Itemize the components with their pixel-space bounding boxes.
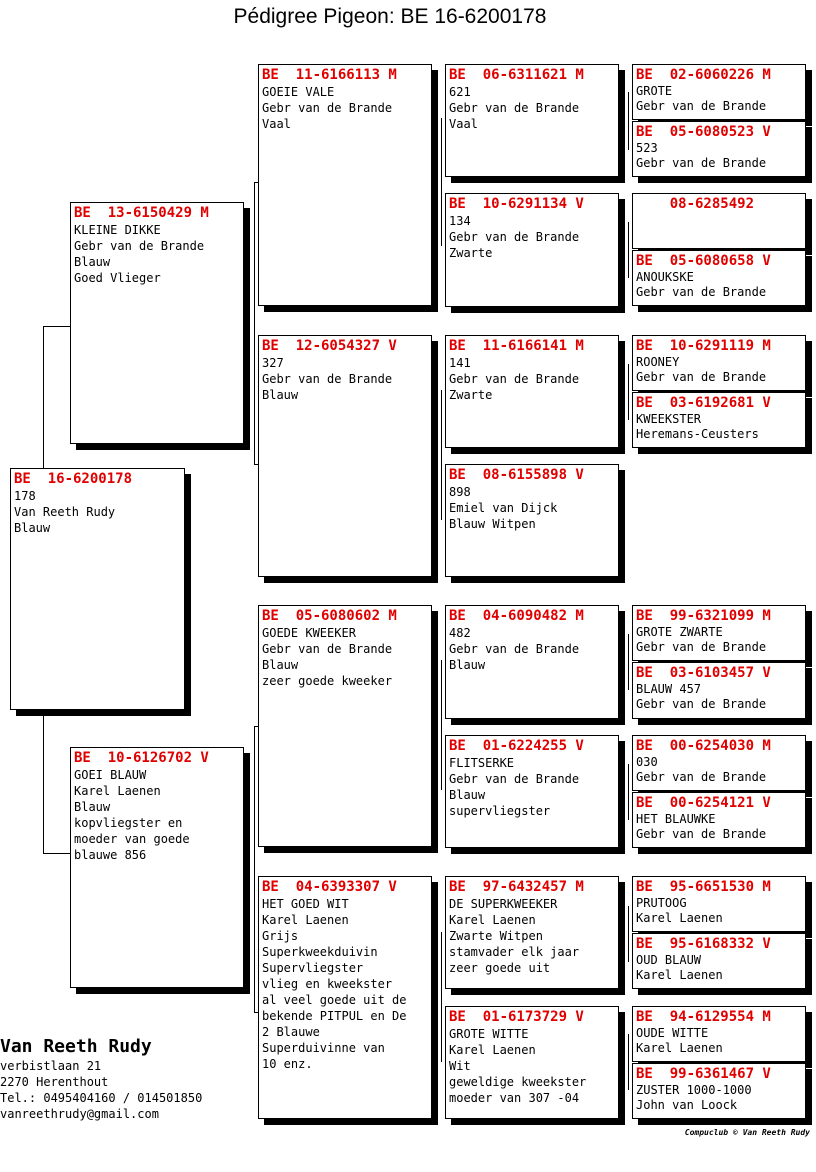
pigeon-card-great-great-grandparent[interactable] xyxy=(632,662,806,719)
pigeon-info-line: GROTE xyxy=(636,84,673,98)
ring-number: BE 99-6321099 M xyxy=(636,608,771,624)
connector-line xyxy=(628,364,629,420)
pigeon-info-line: Blauw xyxy=(262,388,299,402)
pigeon-info-line: Goed Vlieger xyxy=(74,271,161,285)
pigeon-card-great-great-grandparent[interactable] xyxy=(632,121,806,177)
pigeon-info-line: KWEEKSTER xyxy=(636,412,702,426)
pigeon-card-great-great-grandparent[interactable] xyxy=(632,1006,806,1062)
pigeon-info-line: 523 xyxy=(636,141,658,155)
ring-number: BE 11-6166141 M xyxy=(449,338,584,354)
connector-line xyxy=(43,853,70,854)
ring-number: BE 08-6155898 V xyxy=(449,467,584,483)
owner-address: verbistlaan 21 xyxy=(0,1059,102,1073)
ring-number: BE 00-6254030 M xyxy=(636,738,771,754)
ring-number: BE 94-6129554 M xyxy=(636,1009,771,1025)
pigeon-info-line: Gebr van de Brande xyxy=(636,640,767,654)
ring-number: BE 03-6103457 V xyxy=(636,665,771,681)
ring-number: BE 03-6192681 V xyxy=(636,395,771,411)
pigeon-info-line: Gebr van de Brande xyxy=(74,239,205,253)
pigeon-card-great-grandparent[interactable] xyxy=(445,193,619,307)
pigeon-info-line: HET GOED WIT xyxy=(262,897,349,911)
pigeon-info-line: Blauw xyxy=(449,658,486,672)
pigeon-info-line: Vaal xyxy=(262,117,291,131)
pigeon-card-great-great-grandparent[interactable] xyxy=(632,876,806,932)
owner-block xyxy=(0,1036,202,1122)
pigeon-info-line: OUDE WITTE xyxy=(636,1026,709,1040)
connector-line xyxy=(628,1034,629,1090)
ring-number: BE 04-6393307 V xyxy=(262,879,397,895)
ring-number: BE 12-6054327 V xyxy=(262,338,397,354)
pigeon-info-line: BLAUW 457 xyxy=(636,682,702,696)
pigeon-info-line: Gebr van de Brande xyxy=(262,642,393,656)
pigeon-info-line: Blauw xyxy=(74,255,111,269)
ring-number: BE 95-6168332 V xyxy=(636,936,771,952)
ring-number: BE 04-6090482 M xyxy=(449,608,584,624)
pigeon-info-line: zeer goede kweeker xyxy=(262,674,393,688)
connector-line xyxy=(441,390,442,520)
pigeon-info-line: Karel Laenen xyxy=(74,784,161,798)
pigeon-card-great-great-grandparent[interactable] xyxy=(632,933,806,989)
pigeon-info-line: Blauw xyxy=(74,800,111,814)
ring-number: BE 00-6254121 V xyxy=(636,795,771,811)
pigeon-info-line: 2 Blauwe xyxy=(262,1025,320,1039)
pigeon-info-line: geweldige kweekster xyxy=(449,1075,587,1089)
pigeon-card-great-grandparent[interactable] xyxy=(445,1006,619,1119)
connector-line xyxy=(43,710,44,853)
pigeon-info-line: al veel goede uit de xyxy=(262,993,407,1007)
pigeon-info-line: Gebr van de Brande xyxy=(636,697,767,711)
connector-line xyxy=(43,326,70,327)
pigeon-info-line: FLITSERKE xyxy=(449,756,515,770)
pigeon-card-great-grandparent[interactable] xyxy=(445,64,619,177)
pigeon-info-line: Gebr van de Brande xyxy=(262,101,393,115)
ring-number: BE 13-6150429 M xyxy=(74,205,209,221)
ring-number: BE 10-6291134 V xyxy=(449,196,584,212)
connector-line xyxy=(628,906,629,962)
pigeon-info-line: Blauw xyxy=(14,521,51,535)
pigeon-info-line: Karel Laenen xyxy=(449,1043,536,1057)
pigeon-info-line: Vaal xyxy=(449,117,478,131)
owner-phone: Tel.: 0495404160 / 014501850 xyxy=(0,1091,203,1105)
pigeon-card-dam[interactable] xyxy=(70,747,244,988)
ring-number: BE 05-6080602 M xyxy=(262,608,397,624)
pigeon-info-line: PRUTOOG xyxy=(636,896,687,910)
pigeon-info-line: DE SUPERKWEEKER xyxy=(449,897,558,911)
pigeon-info-line: Gebr van de Brande xyxy=(636,285,767,299)
pigeon-info-line: Blauw Witpen xyxy=(449,517,536,531)
pigeon-info-line: moeder van goede xyxy=(74,832,190,846)
pigeon-card-grandsire-paternal[interactable] xyxy=(258,64,432,306)
pigeon-card-great-grandparent[interactable] xyxy=(445,876,619,989)
connector-line xyxy=(441,660,442,790)
pigeon-card-great-great-grandparent[interactable] xyxy=(632,250,806,306)
pigeon-info-line: Supervliegster xyxy=(262,961,364,975)
pigeon-info-line: supervliegster xyxy=(449,804,551,818)
pigeon-card-great-great-grandparent[interactable] xyxy=(632,792,806,848)
pigeon-info-line: Zwarte xyxy=(449,246,493,260)
ring-number: BE 97-6432457 M xyxy=(449,879,584,895)
ring-number: BE 01-6173729 V xyxy=(449,1009,584,1025)
pigeon-info-line: Karel Laenen xyxy=(636,968,723,982)
pigeon-card-great-grandparent[interactable] xyxy=(445,605,619,719)
pigeon-info-line: bekende PITPUL en De xyxy=(262,1009,407,1023)
connector-line xyxy=(441,118,442,246)
pigeon-info-line: GROTE ZWARTE xyxy=(636,625,723,639)
connector-line xyxy=(628,764,629,820)
pigeon-info-line: stamvader elk jaar xyxy=(449,945,580,959)
pigeon-info-line: Gebr van de Brande xyxy=(636,370,767,384)
pigeon-info-line: moeder van 307 -04 xyxy=(449,1091,580,1105)
pigeon-info-line: Van Reeth Rudy xyxy=(14,505,116,519)
credit-footer: Compuclub © Van Reeth Rudy xyxy=(684,1128,810,1137)
pigeon-card-great-great-grandparent[interactable] xyxy=(632,193,806,249)
pigeon-info-line: Blauw xyxy=(449,788,486,802)
ring-number: BE 01-6224255 V xyxy=(449,738,584,754)
pigeon-info-line: Grijs xyxy=(262,929,299,943)
pigeon-info-line: 10 enz. xyxy=(262,1057,313,1071)
pigeon-info-line: ANOUKSKE xyxy=(636,270,694,284)
pigeon-info-line: 178 xyxy=(14,489,36,503)
pigeon-info-line: HET BLAUWKE xyxy=(636,812,716,826)
pigeon-info-line: OUD BLAUW xyxy=(636,953,702,967)
owner-name: Van Reeth Rudy xyxy=(0,1036,152,1057)
connector-line xyxy=(254,726,255,1012)
pigeon-info-line: 141 xyxy=(449,356,471,370)
pigeon-info-line: Gebr van de Brande xyxy=(449,642,580,656)
pigeon-card-great-great-grandparent[interactable] xyxy=(632,605,806,661)
pigeon-info-line: Gebr van de Brande xyxy=(636,156,767,170)
ring-number: BE 16-6200178 xyxy=(14,471,133,487)
pigeon-info-line: Zwarte xyxy=(449,388,493,402)
pigeon-info-line: Heremans-Ceusters xyxy=(636,427,759,441)
connector-line xyxy=(628,222,629,278)
pigeon-card-great-great-grandparent[interactable] xyxy=(632,1063,806,1119)
pigeon-info-line: 327 xyxy=(262,356,284,370)
pigeon-info-line: Gebr van de Brande xyxy=(636,99,767,113)
page-title: Pédigree Pigeon: BE 16-6200178 xyxy=(233,5,547,28)
pigeon-info-line: ZUSTER 1000-1000 xyxy=(636,1083,752,1097)
ring-number: BE 10-6126702 V xyxy=(74,750,209,766)
pigeon-card-great-great-grandparent[interactable] xyxy=(632,392,806,448)
pigeon-info-line: 030 xyxy=(636,755,658,769)
pigeon-info-line: 134 xyxy=(449,214,471,228)
pigeon-card-great-great-grandparent[interactable] xyxy=(632,735,806,791)
pigeon-info-line: Gebr van de Brande xyxy=(636,827,767,841)
ring-number: BE 11-6166113 M xyxy=(262,67,397,83)
connector-line xyxy=(628,634,629,690)
pigeon-info-line: Gebr van de Brande xyxy=(636,770,767,784)
pigeon-info-line: Emiel van Dijck xyxy=(449,501,558,515)
pigeon-info-line: Gebr van de Brande xyxy=(449,372,580,386)
pigeon-card-sire[interactable] xyxy=(70,202,244,444)
pigeon-card-grandsire-maternal[interactable] xyxy=(258,605,432,847)
connector-line xyxy=(628,92,629,150)
pigeon-info-line: Zwarte Witpen xyxy=(449,929,543,943)
pigeon-info-line: Karel Laenen xyxy=(636,1041,723,1055)
pigeon-info-line: Wit xyxy=(449,1059,471,1073)
pigeon-info-line: Karel Laenen xyxy=(449,913,536,927)
pigeon-info-line: KLEINE DIKKE xyxy=(74,223,161,237)
pigeon-info-line: GOEIE VALE xyxy=(262,85,335,99)
pigeon-card-great-grandparent[interactable] xyxy=(445,335,619,448)
pigeon-info-line: kopvliegster en xyxy=(74,816,183,830)
owner-postcode: 2270 Herenthout xyxy=(0,1075,109,1089)
pigeon-info-line: Superduivinne van xyxy=(262,1041,385,1055)
pigeon-card-subject[interactable] xyxy=(10,468,185,710)
pigeon-info-line: Gebr van de Brande xyxy=(449,230,580,244)
pigeon-info-line: Karel Laenen xyxy=(636,911,723,925)
ring-number: BE 10-6291119 M xyxy=(636,338,771,354)
connector-line xyxy=(43,326,44,470)
pigeon-info-line: GROTE WITTE xyxy=(449,1027,529,1041)
ring-number: BE 05-6080523 V xyxy=(636,124,771,140)
pigeon-card-great-grandparent[interactable] xyxy=(445,735,619,848)
pigeon-info-line: zeer goede uit xyxy=(449,961,551,975)
pigeon-info-line: ROONEY xyxy=(636,355,680,369)
pigeon-info-line: John van Loock xyxy=(636,1098,738,1112)
pigeon-info-line: 898 xyxy=(449,485,471,499)
pigeon-info-line: 482 xyxy=(449,626,471,640)
ring-number: BE 02-6060226 M xyxy=(636,67,771,83)
connector-line xyxy=(254,182,255,464)
ring-number: BE 95-6651530 M xyxy=(636,879,771,895)
ring-number: BE 06-6311621 M xyxy=(449,67,584,83)
pigeon-info-line: GOEDE KWEEKER xyxy=(262,626,356,640)
owner-email[interactable]: vanreethrudy@gmail.com xyxy=(0,1107,159,1121)
ring-number: BE 99-6361467 V xyxy=(636,1066,771,1082)
pigeon-card-great-grandparent[interactable] xyxy=(445,464,619,577)
pigeon-info-line: 621 xyxy=(449,85,471,99)
pigeon-info-line: Superkweekduivin xyxy=(262,945,378,959)
pigeon-info-line: Gebr van de Brande xyxy=(449,101,580,115)
pigeon-card-great-great-grandparent[interactable] xyxy=(632,335,806,391)
pigeon-info-line: blauwe 856 xyxy=(74,848,147,862)
pigeon-card-granddam-maternal[interactable] xyxy=(258,876,432,1119)
pigeon-card-great-great-grandparent[interactable] xyxy=(632,64,806,120)
ring-number: 08-6285492 xyxy=(636,196,755,212)
pigeon-info-line: GOEI BLAUW xyxy=(74,768,147,782)
pigeon-info-line: Gebr van de Brande xyxy=(262,372,393,386)
pigeon-info-line: vlieg en kweekster xyxy=(262,977,393,991)
connector-line xyxy=(441,932,442,1062)
pigeon-info-line: Karel Laenen xyxy=(262,913,349,927)
ring-number: BE 05-6080658 V xyxy=(636,253,771,269)
pigeon-card-granddam-paternal[interactable] xyxy=(258,335,432,577)
pigeon-info-line: Blauw xyxy=(262,658,299,672)
pigeon-info-line: Gebr van de Brande xyxy=(449,772,580,786)
